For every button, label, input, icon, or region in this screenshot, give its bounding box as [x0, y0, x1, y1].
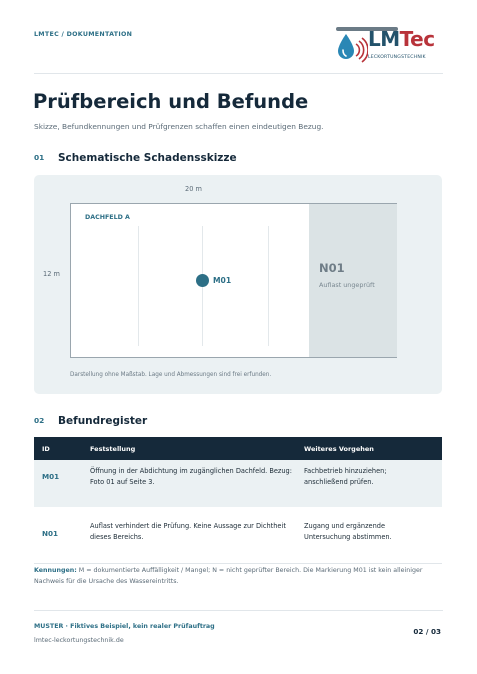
section-title: Befundregister [58, 415, 148, 427]
table-header [34, 437, 442, 460]
unchecked-area [309, 204, 397, 357]
width-dimension-label: 20 m [185, 185, 202, 193]
legend-label: Kennungen: [34, 567, 77, 574]
row-next-steps: Zugang und ergänzende Untersuchung abstimmen. [304, 522, 392, 541]
row-id: N01 [42, 529, 59, 538]
water-drop-icon [334, 30, 368, 64]
roof-field-sketch [70, 203, 397, 358]
company-logo [334, 24, 446, 66]
row-divider [34, 563, 442, 564]
unchecked-area-note: Auflast ungeprüft [319, 281, 375, 289]
legend-note [34, 565, 444, 587]
bottom-divider [34, 610, 443, 611]
unchecked-area-code: N01 [319, 261, 345, 275]
finding-marker-dot [196, 274, 209, 287]
footer-url: lmtec-leckortungstechnik.de [34, 637, 124, 644]
top-divider [34, 73, 443, 74]
height-dimension-label: 12 m [43, 270, 60, 278]
section-title: Schematische Schadensskizze [58, 152, 237, 164]
column-header-id: ID [42, 445, 50, 453]
page-title: Prüfbereich und Befunde [33, 90, 309, 113]
grid-line [138, 226, 139, 346]
table-row [34, 460, 442, 507]
page-subtitle: Skizze, Befundkennungen und Prüfgrenzen schaffen einen eindeutigen Bezug. [34, 122, 324, 131]
column-header-next-steps: Weiteres Vorgehen [304, 445, 374, 453]
row-next-steps: Fachbetrieb hinzuziehen; anschließend prüfen. [304, 467, 387, 486]
sketch-caption: Darstellung ohne Maßstab. Lage und Abmessungen sind frei erfunden. [70, 372, 272, 378]
field-label: DACHFELD A [85, 214, 130, 221]
section-number: 01 [34, 153, 45, 162]
grid-line [268, 226, 269, 346]
legend-text: M = dokumentierte Auffälligkeit / Mangel; N = nicht geprüfter Bereich. Die Markierung M01 ist kein alleiniger Nachweis für die Ursache des Wassereintritts. [34, 567, 423, 585]
logo-tagline: LECKORTUNGSTECHNIK [368, 55, 426, 60]
row-id: M01 [42, 472, 60, 481]
header-label: LMTEC / DOKUMENTATION [34, 31, 133, 38]
section-number: 02 [34, 416, 45, 425]
table-row [34, 515, 442, 564]
row-finding: Öffnung in der Abdichtung im zugänglichen Dachfeld. Bezug: Foto 01 auf Seite 3. [90, 467, 292, 486]
column-header-finding: Feststellung [90, 445, 136, 453]
row-finding: Auflast verhindert die Prüfung. Keine Aussage zur Dichtheit dieses Bereichs. [90, 522, 286, 541]
finding-marker-label: M01 [213, 276, 232, 285]
page-number: 02 / 03 [413, 627, 441, 636]
findings-table [34, 437, 442, 564]
footer-note: MUSTER · Fiktives Beispiel, kein realer Prüfauftrag [34, 623, 215, 630]
logo-wordmark: LMTec [368, 27, 435, 51]
